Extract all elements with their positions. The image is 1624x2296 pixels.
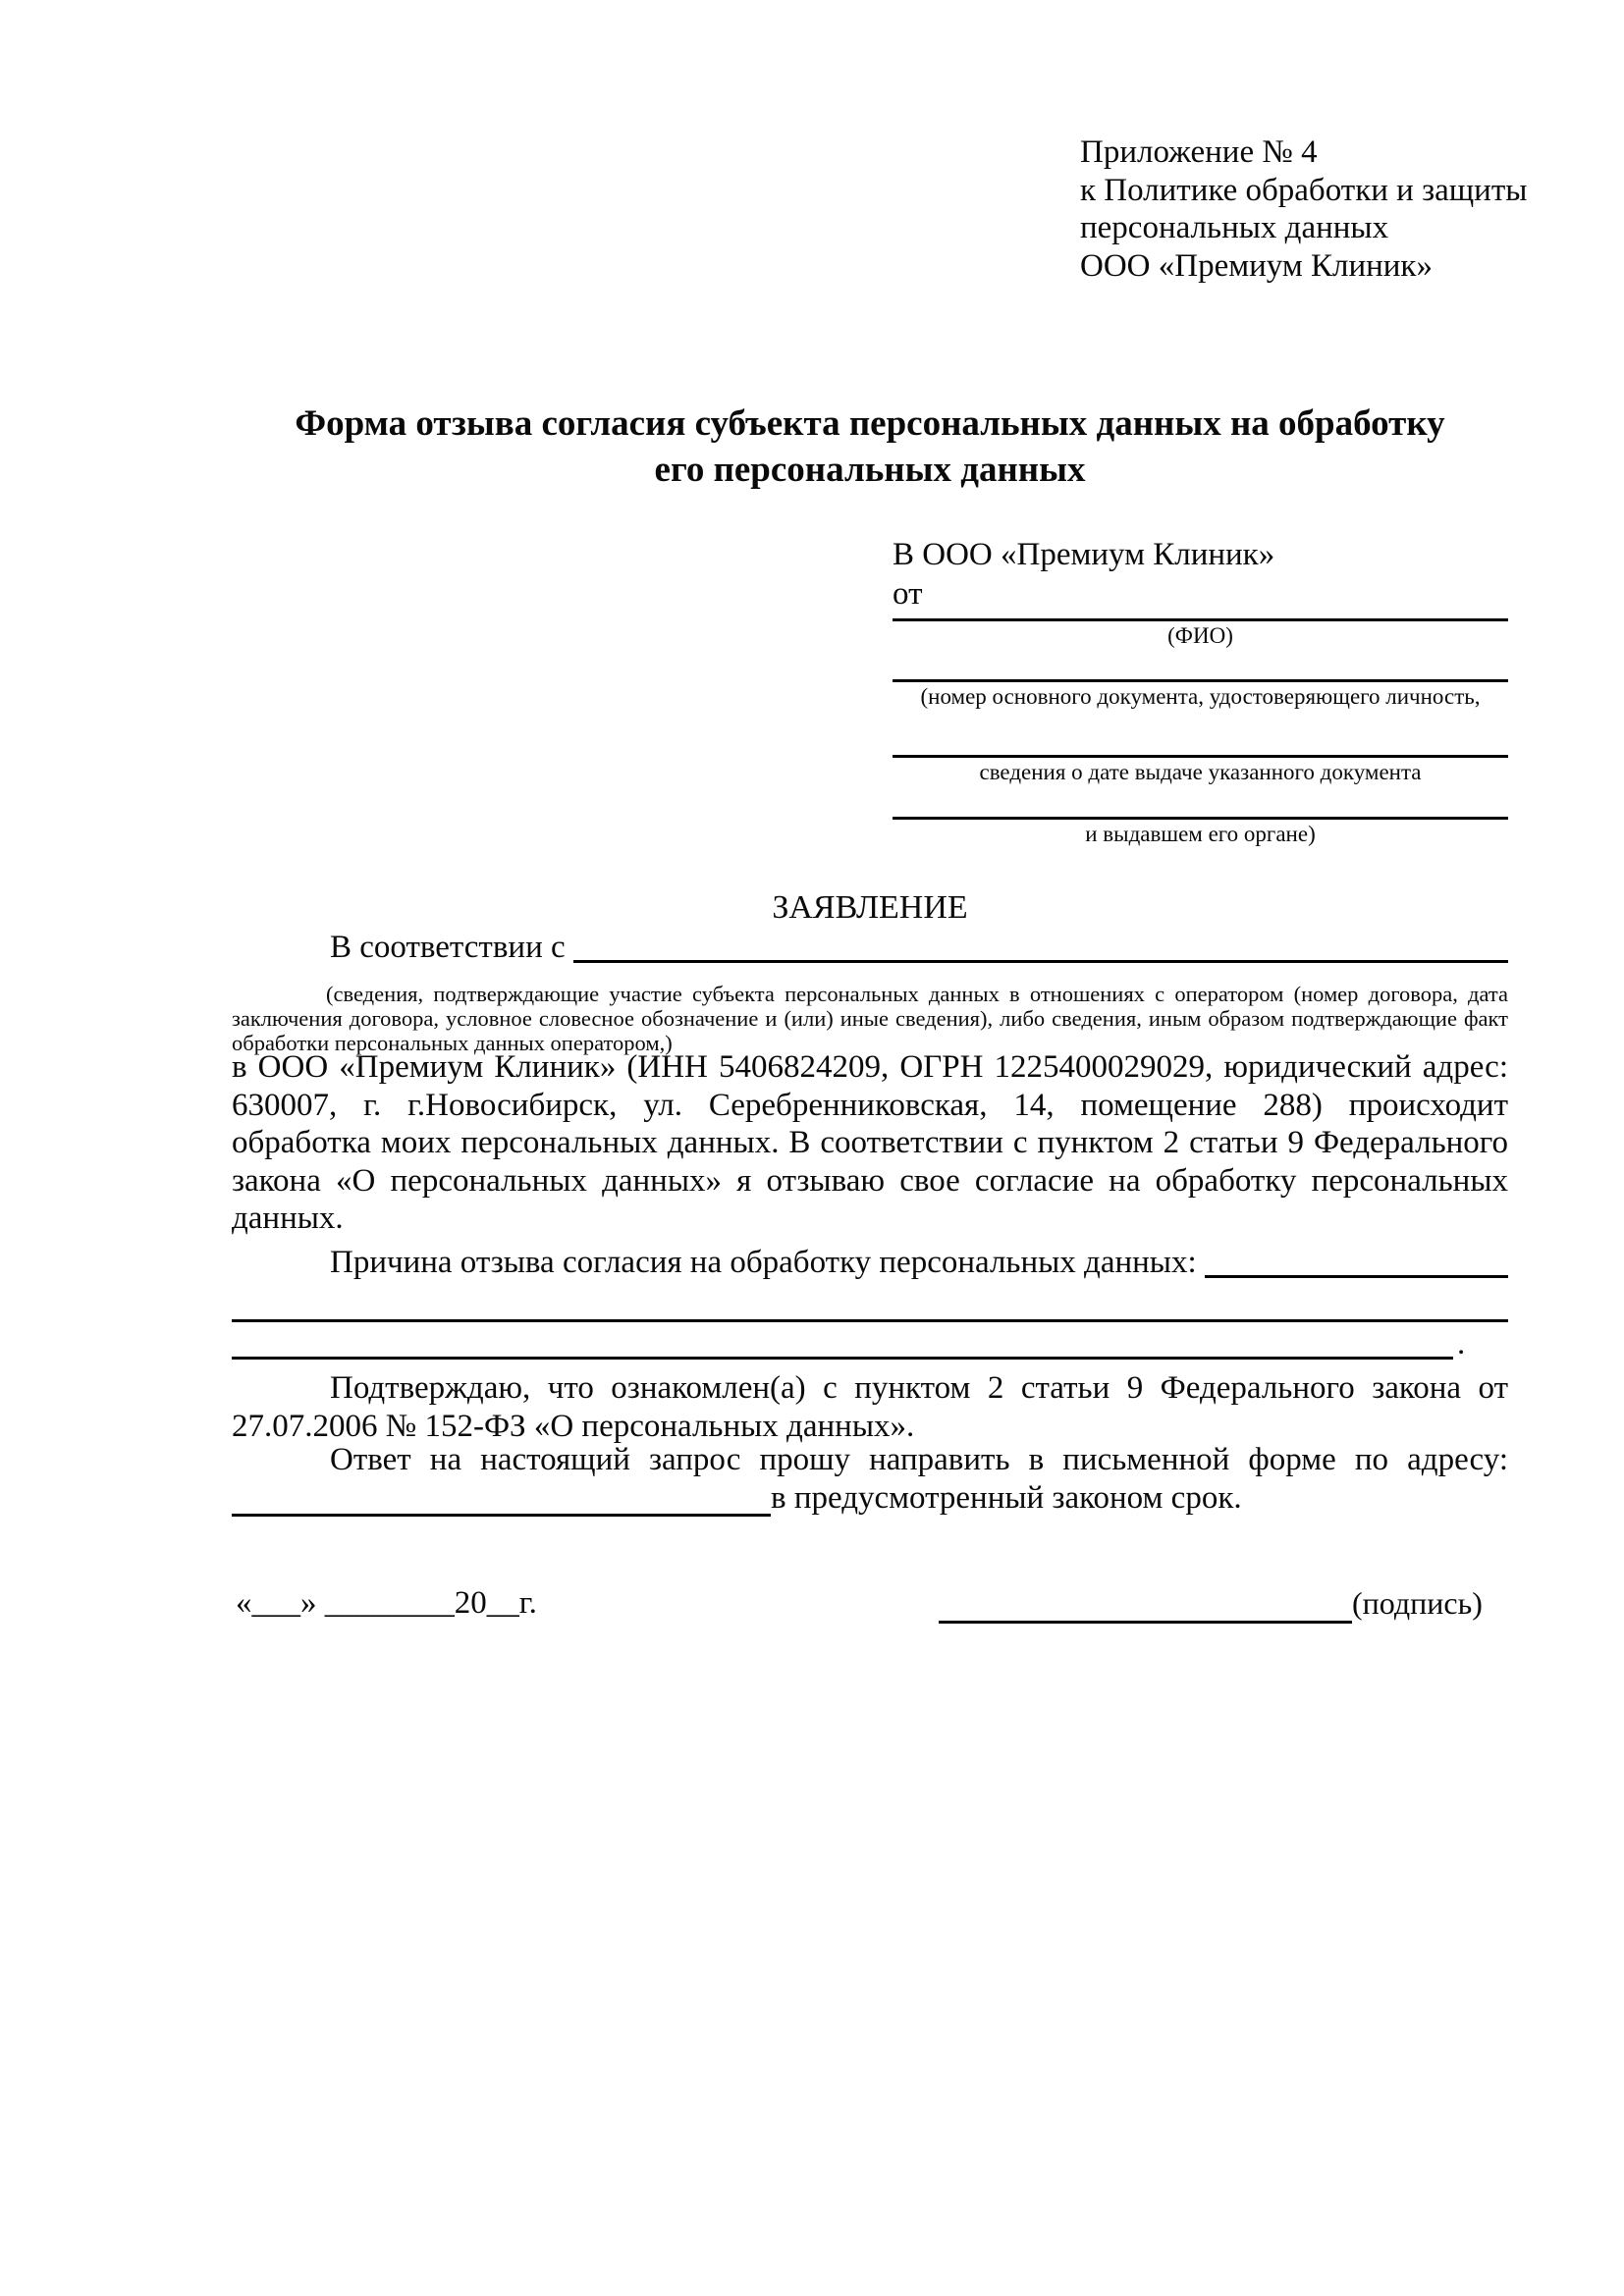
document-title [232, 400, 1508, 493]
date-blank: «___» ________20__г. [236, 1585, 537, 1621]
confirmation-paragraph: Подтверждаю, что ознакомлен(а) с пунктом 2 статьи 9 Федерального закона от 27.07.2006 № 152-ФЗ «О персональных данных». [232, 1370, 1508, 1444]
basis-note: (сведения, подтверждающие участие субъекта персональных данных в отношениях с оператором (номер договора, дата заключения договора, условное словесное обозначение и (или) иные сведения), либо сведения, иным образом подтверждающие факт обработки персональных данных оператором,) [232, 982, 1508, 1055]
signature-row [939, 1583, 1483, 1623]
reply-address-row [232, 1478, 1508, 1518]
reply-suffix: в предусмотренный законом срок. [771, 1480, 1242, 1516]
addressee-block [893, 535, 1508, 849]
reason-blank-line-3 [232, 1327, 1508, 1361]
reply-request-line: Ответ на настоящий запрос прошу направить в письменной форме по адресу: [330, 1442, 1508, 1477]
document-title-line-1: Форма отзыва согласия субъекта персональных данных на обработку [295, 403, 1445, 444]
reason-blank-line [1205, 1243, 1508, 1278]
fio-caption: (ФИО) [1167, 623, 1233, 648]
document-number-caption: (номер основного документа, удостоверяющего личность, [920, 684, 1481, 709]
reason-terminator: . [1457, 1326, 1466, 1362]
appendix-note [1080, 133, 1527, 285]
reason-blank-line-2 [232, 1319, 1508, 1322]
addressee-to: В ООО «Премиум Клиник» [893, 537, 1275, 572]
statement-body: в ООО «Премиум Клиник» (ИНН 5406824209, ОГРН 1225400029029, юридический адрес: 630007, г. г.Новосибирск, ул. Серебренниковская, 14, помещение 288) происходит обработка моих персональных данных. В соответствии с пунктом 2 статьи 9 Федерального закона «О персональных данных» я отзываю свое согласие на обработку персональных данных. [232, 1049, 1508, 1236]
basis-blank-line [573, 928, 1508, 963]
basis-prefix: В соответствии с [330, 930, 566, 965]
appendix-line: к Политике обработки и защиты [1080, 172, 1528, 208]
reply-address-blank-line [232, 1478, 771, 1517]
addressee-from-label: от [893, 576, 923, 612]
basis-row [232, 928, 1508, 967]
appendix-line: Приложение № 4 [1080, 134, 1318, 170]
signature-caption: (подпись) [1352, 1585, 1483, 1621]
appendix-line: персональных данных [1080, 210, 1389, 245]
issuing-authority-caption: и выдавшем его органе) [1085, 822, 1316, 846]
appendix-line: ООО «Премиум Клиник» [1080, 247, 1433, 284]
document-title-line-2: его персональных данных [654, 450, 1086, 490]
reason-row [232, 1243, 1508, 1282]
reason-label: Причина отзыва согласия на обработку персональных данных: [330, 1245, 1197, 1280]
statement-heading: ЗАЯВЛЕНИЕ [772, 889, 968, 926]
issue-date-caption: сведения о дате выдаче указанного документа [979, 760, 1422, 784]
signature-blank-line [939, 1583, 1352, 1624]
reason-blank-line-3-rule [232, 1327, 1453, 1360]
